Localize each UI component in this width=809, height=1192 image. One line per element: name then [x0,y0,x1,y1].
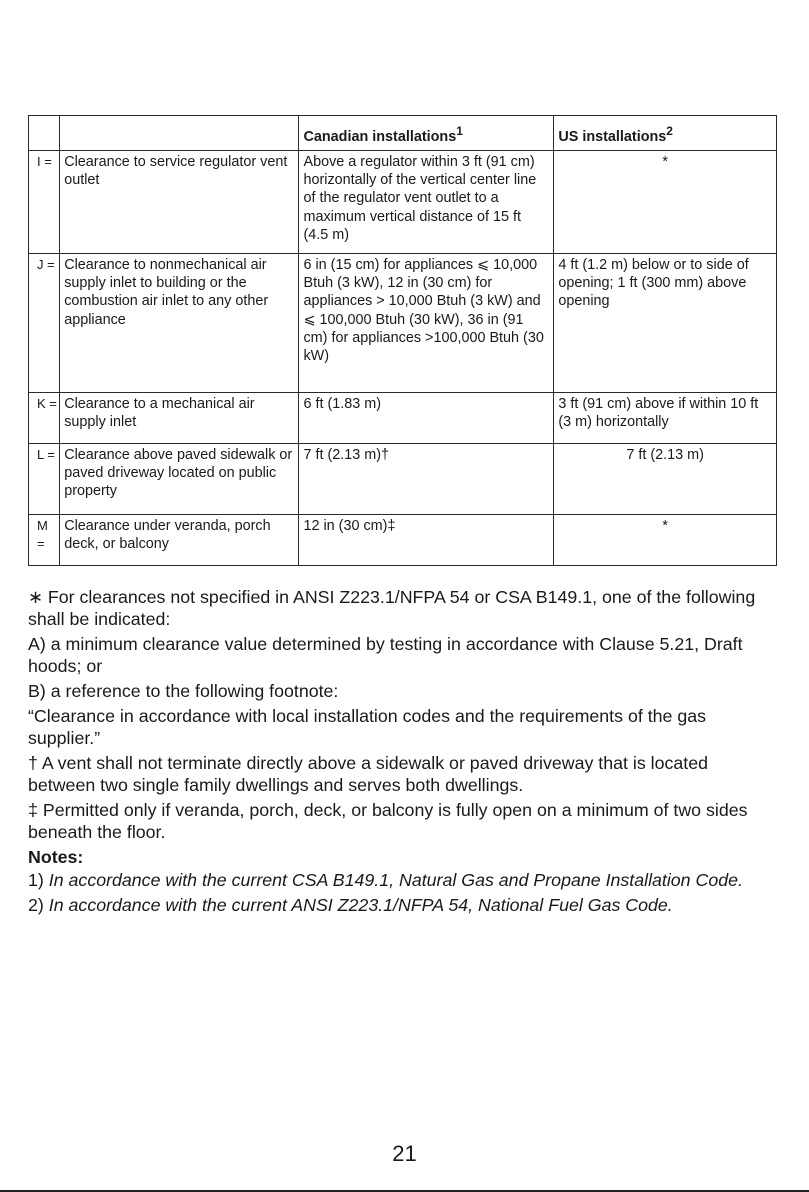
footnote-double-dagger: ‡ Permitted only if veranda, porch, deck, or balcony is fully open on a minimum of two sides beneath the floor. [28,800,748,842]
footnote-dagger: † A vent shall not terminate directly above a sidewalk or paved driveway that is located between two single family dwellings and serves both dwellings. [28,753,709,795]
note-item [28,894,780,916]
header-label-cell [60,116,299,151]
row-label: Clearance to nonmechanical air supply inlet to building or the combustion air inlet to any other appliance [60,254,299,393]
row-letter: L = [29,444,60,515]
row-us: 3 ft (91 cm) above if within 10 ft (3 m) horizontally [554,393,777,444]
note-text: In accordance with the current CSA B149.1, Natural Gas and Propane Installation Code. [48,870,743,890]
row-label: Clearance above paved sidewalk or paved driveway located on public property [60,444,299,515]
note-number: 2) [28,895,49,915]
row-us: 7 ft (2.13 m) [554,444,777,515]
footnote-quote: “Clearance in accordance with local installation codes and the requirements of the gas supplier.” [28,706,707,748]
header-us [554,116,777,151]
row-label: Clearance to service regulator vent outlet [60,151,299,254]
table-row [29,254,777,393]
footnote-option-b: B) a reference to the following footnote: [28,681,339,701]
header-canadian [299,116,554,151]
row-label: Clearance to a mechanical air supply inlet [60,393,299,444]
row-us: 4 ft (1.2 m) below or to side of opening; 1 ft (300 mm) above opening [554,254,777,393]
row-label: Clearance under veranda, porch deck, or balcony [60,515,299,566]
row-letter: J = [29,254,60,393]
row-canadian: 6 in (15 cm) for appliances ⩽ 10,000 Btuh (3 kW), 12 in (30 cm) for appliances > 10,000 Btuh (3 kW) and ⩽ 100,000 Btuh (30 kW), 36 in (91 cm) for appliances >100,000 Btuh (30 kW) [299,254,554,393]
row-canadian: 6 ft (1.83 m) [299,393,554,444]
table-header-row [29,116,777,151]
clearance-table [28,115,777,566]
row-us: * [554,151,777,254]
header-canadian-label: Canadian installations [303,128,457,145]
footnote-option-a: A) a minimum clearance value determined by testing in accordance with Clause 5.21, Draft hoods; or [28,634,743,676]
header-letter-cell [29,116,60,151]
row-canadian: 12 in (30 cm)‡ [299,515,554,566]
header-us-label: US installations [558,128,667,145]
notes-heading: Notes: [28,847,84,867]
row-us: * [554,515,777,566]
footnotes-section [28,586,780,919]
footnote-star: ∗ For clearances not specified in ANSI Z223.1/NFPA 54 or CSA B149.1, one of the following shall be indicated: [28,587,756,629]
table-row [29,444,777,515]
page-number: 21 [392,1141,417,1166]
note-text: In accordance with the current ANSI Z223.1/NFPA 54, National Fuel Gas Code. [48,895,673,915]
note-item [28,869,780,891]
row-canadian: Above a regulator within 3 ft (91 cm) horizontally of the vertical center line of the regulator vent outlet to a maximum vertical distance of 15 ft (4.5 m) [299,151,554,254]
row-letter: M = [29,515,60,566]
row-canadian: 7 ft (2.13 m)† [299,444,554,515]
header-us-ref: 2 [666,124,673,138]
row-letter: I = [29,151,60,254]
note-number: 1) [28,870,49,890]
table-row [29,393,777,444]
table-row [29,515,777,566]
header-canadian-ref: 1 [456,124,463,138]
table-row [29,151,777,254]
row-letter: K = [29,393,60,444]
